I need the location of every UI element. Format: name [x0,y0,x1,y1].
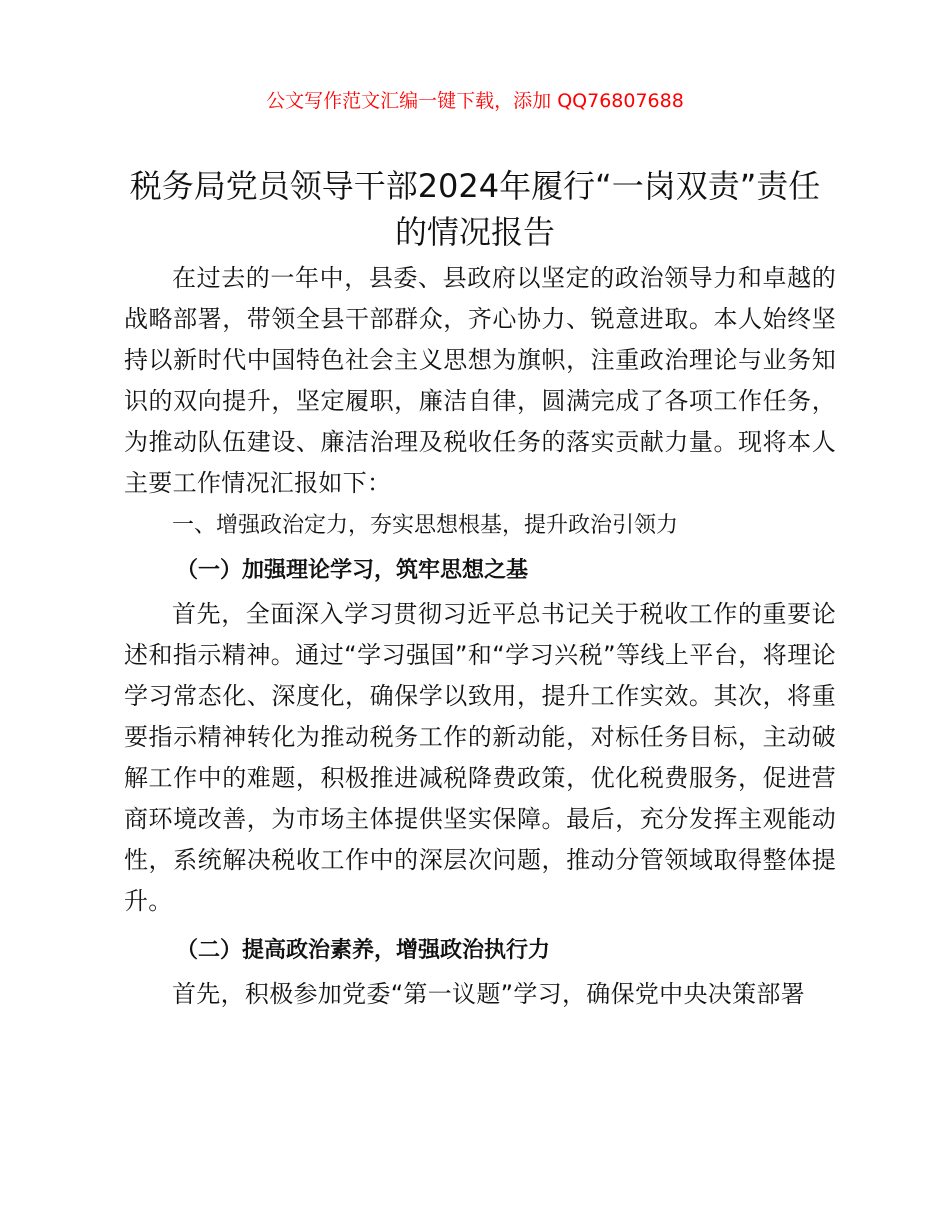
subsection-paragraph-1: 首先，全面深入学习贯彻习近平总书记关于税收工作的重要论述和指示精神。通过“学习强国”和“学习兴税”等线上平台，将理论学习常态化、深度化，确保学以致用，提升工作实效。其次，将重要指示精神转化为推动税务工作的新动能，对标任务目标，主动破解工作中的难题，积极推进减税降费政策，优化税费服务，促进营商环境改善，为市场主体提供坚实保障。最后，充分发挥主观能动性，系统解决税收工作中的深层次问题，推动分管领域取得整体提升。 [124,600,836,915]
subsection-paragraph-2: 首先，积极参加党委“第一议题”学习，确保党中央决策部署 [172,980,805,1008]
section-heading-1: 一、增强政治定力，夯实思想根基，提升政治引领力 [172,513,679,538]
report-body [124,258,836,1015]
subsection-heading-1: （一）加强理论学习，筑牢思想之基 [176,558,529,583]
subsection-heading-2: （二）提高政治素养，增强政治执行力 [176,938,551,963]
report-title: 税务局党员领导干部2024年履行“一岗双责”责任的情况报告 [129,167,821,251]
intro-paragraph: 在过去的一年中，县委、县政府以坚定的政治领导力和卓越的战略部署，带领全县干部群众，齐心协力、锐意进取。本人始终坚持以新时代中国特色社会主义思想为旗帜，注重政治理论与业务知识的双向提升，坚定履职，廉洁自律，圆满完成了各项工作任务，为推动队伍建设、廉洁治理及税收任务的落实贡献力量。现将本人主要工作情况汇报如下： [124,264,836,497]
download-banner: 公文写作范文汇编一键下载，添加 QQ76807688 [266,90,684,112]
